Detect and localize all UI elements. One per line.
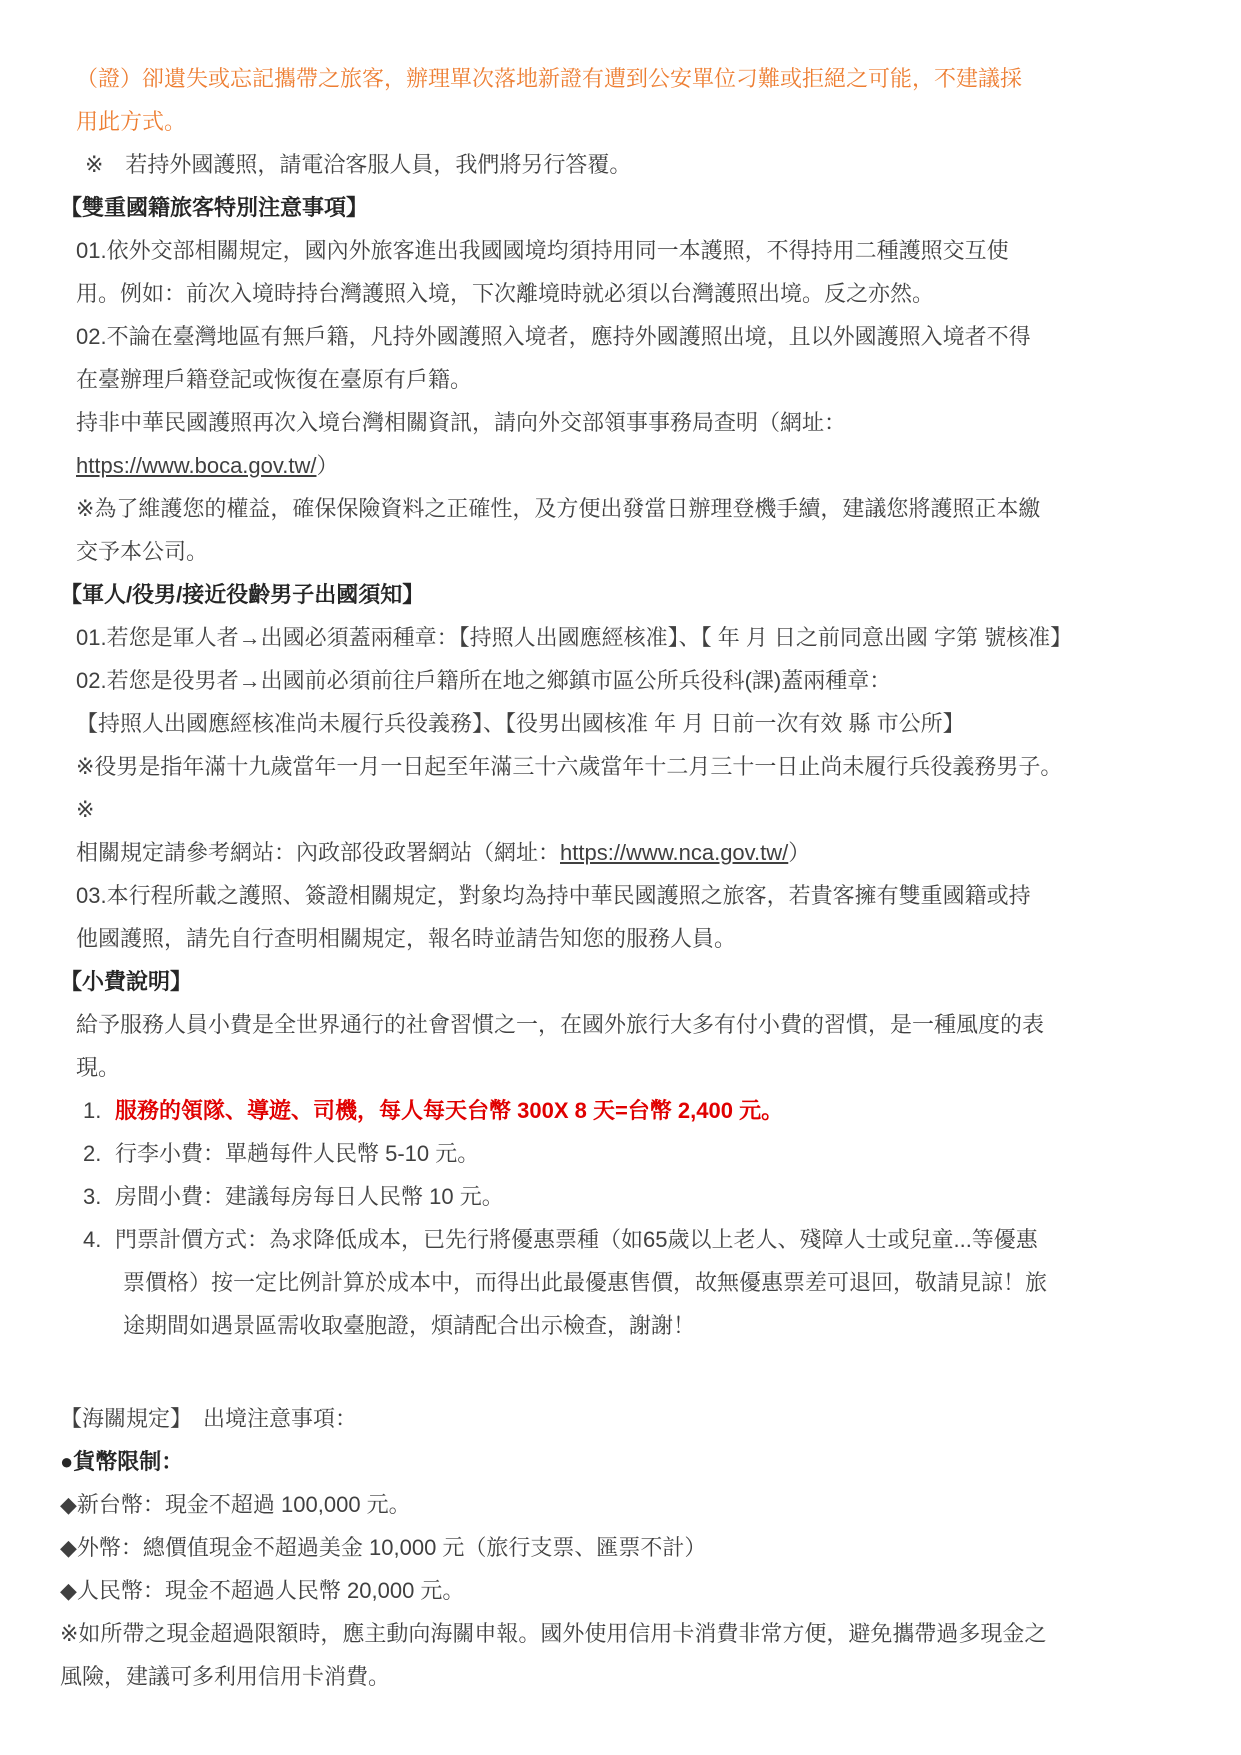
reference-mark: ※ (76, 797, 95, 822)
military-rule02-line2: 【持照人出國應經核准尚未履行兵役義務】、【役男出國核准 年 月 日前一次有效 縣 市公所】 (76, 711, 965, 736)
dual-nationality-heading: 【雙重國籍旅客特別注意事項】 (60, 195, 369, 220)
landing-visa-warning-line2: 用此方式。 (76, 109, 187, 134)
draftee-definition-note: ※役男是指年滿十九歲當年一月一日起至年滿三十六歲當年十二月三十一日止尚未履行兵役義務男子。 (76, 754, 1063, 779)
tip-item-number: 2. (83, 1141, 102, 1166)
tip-item-number: 3. (83, 1184, 102, 1209)
tip-item-tickets (60, 1218, 1186, 1261)
foreign-passport-note: ※ 若持外國護照，請電洽客服人員，我們將另行答覆。 (85, 152, 632, 177)
passport-original-note-line1: ※為了維護您的權益，確保保險資料之正確性，及方便出發當日辦理登機手續，建議您將護照正本繳 (76, 496, 1041, 521)
nca-link-suffix: ） (788, 840, 811, 865)
tips-heading: 【小費說明】 (60, 969, 193, 994)
nca-reference-line (60, 831, 1186, 874)
military-rule03-line2: 他國護照，請先自行查明相關規定，報名時並請告知您的服務人員。 (76, 926, 737, 951)
tip-item-luggage (60, 1132, 1186, 1175)
tips-intro-line1: 給予服務人員小費是全世界通行的社會習慣之一，在國外旅行大多有付小費的習慣，是一種風度的表 (76, 1012, 1045, 1037)
military-rule03-line1: 03.本行程所載之護照、簽證相關規定，對象均為持中華民國護照之旅客，若貴客擁有雙重國籍或持 (76, 883, 1031, 908)
tip-item-number: 4. (83, 1227, 102, 1252)
nca-link-prefix: 相關規定請參考網站：內政部役政署網站（網址： (76, 840, 561, 865)
boca-link-suffix: ） (316, 453, 339, 478)
customs-declare-note-line2: 風險，建議可多利用信用卡消費。 (60, 1664, 391, 1689)
tip-item-tickets-line1: 門票計價方式：為求降低成本，已先行將優惠票種（如65歲以上老人、殘障人士或兒童...等優惠 (115, 1227, 1038, 1252)
tip-item-room-text: 房間小費：建議每房每日人民幣 10 元。 (115, 1184, 504, 1209)
boca-link[interactable]: https://www.boca.gov.tw/ (76, 453, 317, 478)
tip-item-guide-driver (60, 1089, 1186, 1132)
military-rule01: 01.若您是軍人者→出國必須蓋兩種章：【持照人出國應經核准】、【 年 月 日之前同意出國 字第 號核准】 (76, 625, 1073, 650)
dual-nationality-rule01-line1: 01.依外交部相關規定，國內外旅客進出我國國境均須持用同一本護照，不得持用二種護照交互使 (76, 238, 1009, 263)
dual-nationality-rule02-line1: 02.不論在臺灣地區有無戶籍，凡持外國護照入境者，應持外國護照出境，且以外國護照入境者不得 (76, 324, 1031, 349)
passport-original-note-line2: 交予本公司。 (76, 539, 209, 564)
dual-nationality-rule01-line2: 用。例如：前次入境時持台灣護照入境，下次離境時就必須以台灣護照出境。反之亦然。 (76, 281, 935, 306)
limit-foreign-currency: ◆外幣：總價值現金不超過美金 10,000 元（旅行支票、匯票不計） (60, 1535, 707, 1560)
currency-limit-heading: ●貨幣限制： (60, 1449, 184, 1474)
tip-item-room (60, 1175, 1186, 1218)
tip-item-tickets-line2: 票價格）按一定比例計算於成本中，而得出此最優惠售價，故無優惠票差可退回，敬請見諒！旅 (123, 1270, 1048, 1295)
tip-item-luggage-text: 行李小費：單趟每件人民幣 5-10 元。 (115, 1141, 480, 1166)
tip-item-number: 1. (83, 1098, 102, 1123)
boca-url-line (60, 444, 1186, 487)
tip-item-tickets-line3: 途期間如遇景區需收取臺胞證，煩請配合出示檢查，謝謝！ (123, 1313, 696, 1338)
dual-nationality-rule02-line2: 在臺辦理戶籍登記或恢復在臺原有戶籍。 (76, 367, 473, 392)
limit-twd: ◆新台幣：現金不超過 100,000 元。 (60, 1492, 411, 1517)
nca-link[interactable]: https://www.nca.gov.tw/ (560, 840, 789, 865)
military-heading: 【軍人/役男/接近役齡男子出國須知】 (60, 582, 425, 607)
landing-visa-warning-line1: （證）卻遺失或忘記攜帶之旅客，辦理單次落地新證有遭到公安單位刁難或拒絕之可能，不建議採 (76, 66, 1023, 91)
military-rule02-line1: 02.若您是役男者→出國前必須前往戶籍所在地之鄉鎮市區公所兵役科(課)蓋兩種章： (76, 668, 892, 693)
boca-info-line: 持非中華民國護照再次入境台灣相關資訊，請向外交部領事事務局查明（網址： (76, 410, 847, 435)
customs-heading: 【海關規定】 出境注意事項： (60, 1406, 358, 1431)
tip-item-guide-driver-text: 服務的領隊、導遊、司機，每人每天台幣 300X 8 天=台幣 2,400 元。 (115, 1098, 784, 1123)
limit-rmb: ◆人民幣：現金不超過人民幣 20,000 元。 (60, 1578, 465, 1603)
tips-intro-line2: 現。 (76, 1055, 121, 1080)
customs-declare-note-line1: ※如所帶之現金超過限額時，應主動向海關申報。國外使用信用卡消費非常方便，避免攜帶過多現金之 (60, 1621, 1047, 1646)
